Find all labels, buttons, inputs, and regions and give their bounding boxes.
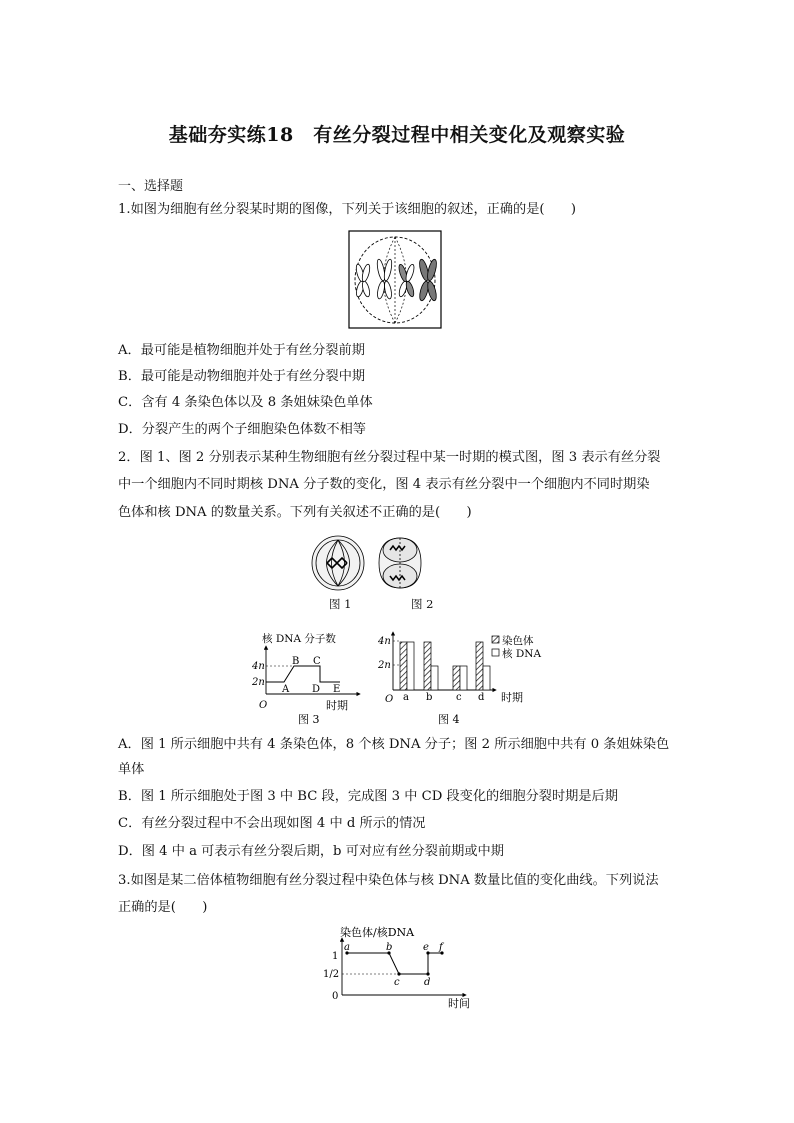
fig3-point-b: B	[292, 656, 300, 667]
fig3-y2-label: 2n	[252, 677, 265, 688]
fig3-xlabel: 时期	[326, 699, 348, 712]
q3-chart	[316, 922, 476, 1010]
fig4-bar-a-chromosome	[400, 642, 407, 690]
fig3-point-a: A	[282, 684, 290, 695]
q2-stem-line-3: 色体和核 DNA 的数量关系。下列有关叙述不正确的是( )	[118, 505, 472, 520]
q1-option-a: A．最可能是植物细胞并处于有丝分裂前期	[118, 343, 365, 358]
fig4-bar-d-chromosome	[476, 642, 483, 690]
q3-y1-label: 1	[332, 951, 339, 962]
q2-option-a-cont: 单体	[118, 762, 145, 777]
q1-option-c: C．含有 4 条染色体以及 8 条姐妹染色单体	[118, 395, 373, 410]
q2-option-b: B．图 1 所示细胞处于图 3 中 BC 段，完成图 3 中 CD 段变化的细胞分裂时期是后期	[118, 789, 618, 804]
fig4-chart	[376, 628, 548, 726]
fig4-caption: 图 4	[438, 713, 460, 726]
fig3-y4-label: 4n	[252, 661, 265, 672]
q3-origin: 0	[332, 991, 339, 1002]
fig4-y4-label: 4n	[378, 636, 391, 647]
q3-point-a: a	[344, 942, 350, 953]
q1-stem: 1.如图为细胞有丝分裂某时期的图像，下列关于该细胞的叙述，正确的是( )	[118, 202, 577, 217]
fig1-caption: 图 1	[329, 597, 352, 611]
q3-point-dot-d	[426, 972, 429, 975]
fig4-bars	[400, 642, 490, 690]
q2-option-d: D．图 4 中 a 可表示有丝分裂后期，b 可对应有丝分裂前期或中期	[118, 844, 504, 859]
fig2-caption: 图 2	[411, 597, 434, 611]
section-heading: 一、选择题	[118, 179, 184, 194]
fig4-group-c: c	[456, 692, 462, 703]
q3-stem-line-2: 正确的是( )	[118, 900, 208, 915]
q3-line	[347, 953, 442, 974]
q3-ylabel: 染色体/核DNA	[340, 926, 415, 939]
fig4-legend-dna: 核 DNA	[502, 648, 542, 660]
q1-cell-figure	[348, 230, 442, 330]
fig4-legend-chrom-swatch	[492, 636, 499, 643]
fig3-ylabel: 核 DNA 分子数	[262, 633, 336, 645]
q3-yhalf-label: 1/2	[323, 969, 340, 980]
fig2-cell	[379, 538, 421, 588]
fig4-bar-d-dna	[483, 666, 490, 690]
fig4-y2-label: 2n	[378, 660, 391, 671]
q3-point-dot-c	[397, 972, 400, 975]
fig4-legend-chrom: 染色体	[502, 635, 534, 647]
q1-option-d: D．分裂产生的两个子细胞染色体数不相等	[118, 422, 366, 437]
fig4-group-a: a	[403, 692, 409, 703]
q3-point-d: d	[424, 977, 431, 988]
fig3-chart	[240, 628, 370, 726]
q3-stem-line-1: 3.如图是某二倍体植物细胞有丝分裂过程中染色体与核 DNA 数量比值的变化曲线。下列说法	[118, 873, 659, 888]
q2-stem-line-1: 2．图 1、图 2 分别表示某种生物细胞有丝分裂过程中某一时期的模式图，图 3 表示有丝分裂	[118, 450, 661, 465]
fig4-group-d: d	[478, 692, 485, 703]
fig3-line	[266, 666, 340, 682]
fig3-caption: 图 3	[298, 713, 320, 726]
fig3-point-d: D	[312, 684, 321, 695]
fig3-origin: O	[259, 700, 268, 711]
fig3-point-e: E	[333, 684, 341, 695]
fig3-point-c: C	[313, 656, 321, 667]
fig4-legend-dna-swatch	[492, 649, 499, 656]
fig4-bar-a-dna	[407, 642, 414, 690]
q3-point-e: e	[423, 942, 429, 953]
q3-point-b: b	[386, 942, 393, 953]
fig4-origin: O	[385, 694, 394, 705]
q3-point-f: f	[439, 942, 443, 953]
page-title: 基础夯实练18 有丝分裂过程中相关变化及观察实验	[168, 124, 626, 146]
fig1-cell	[312, 536, 364, 590]
fig4-bar-c-dna	[460, 666, 467, 690]
fig4-group-b: b	[426, 692, 433, 703]
fig4-xlabel: 时期	[501, 691, 523, 704]
q2-fig1-fig2	[305, 532, 445, 594]
q3-point-c: c	[394, 977, 400, 988]
q2-stem-line-2: 中一个细胞内不同时期核 DNA 分子数的变化，图 4 表示有丝分裂中一个细胞内不同时期染	[118, 477, 650, 492]
fig4-bar-c-chromosome	[453, 666, 460, 690]
q1-option-b: B．最可能是动物细胞并处于有丝分裂中期	[118, 369, 366, 384]
q2-option-c: C．有丝分裂过程中不会出现如图 4 中 d 所示的情况	[118, 816, 426, 831]
fig4-bar-b-chromosome	[424, 642, 431, 690]
q3-xlabel: 时间	[448, 997, 470, 1010]
q2-option-a: A．图 1 所示细胞中共有 4 条染色体，8 个核 DNA 分子；图 2 所示细胞中共有 0 条姐妹染色	[118, 737, 670, 752]
fig4-bar-b-dna	[431, 666, 438, 690]
